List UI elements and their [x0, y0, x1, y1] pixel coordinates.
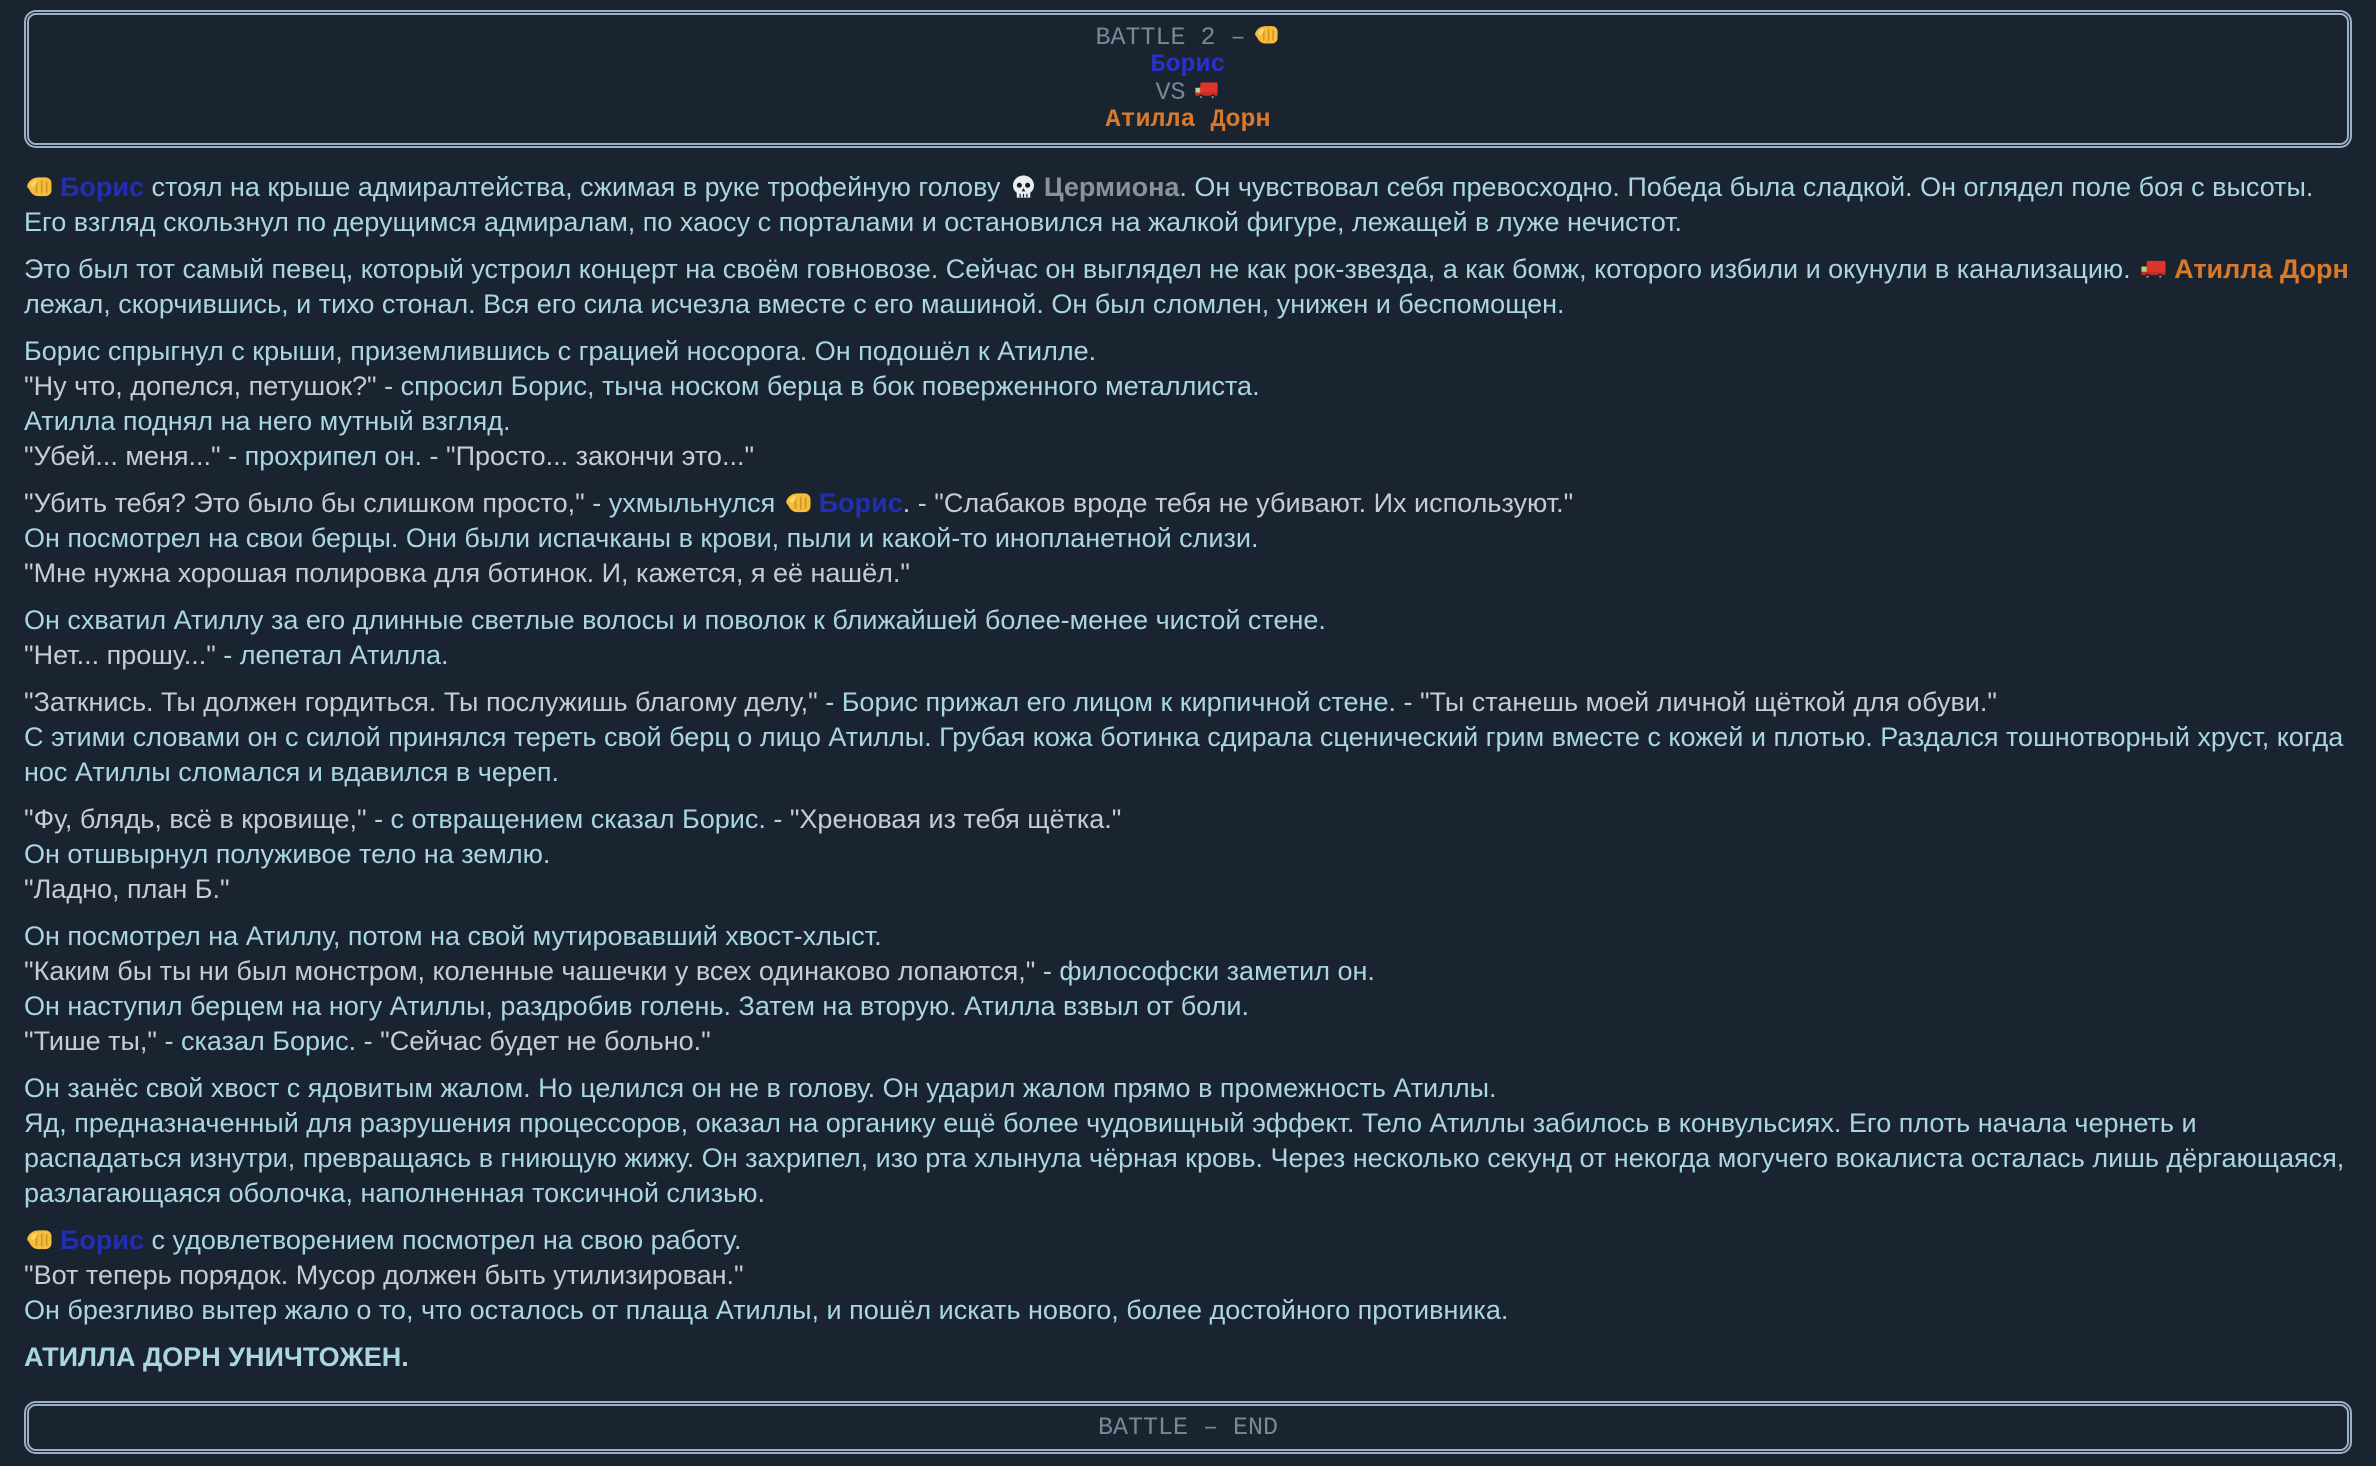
- battle-end-label: BATTLE – END: [1097, 1413, 1279, 1442]
- story-text: - ухмыльнулся: [584, 488, 783, 518]
- defeat-message: [24, 1340, 2352, 1375]
- character-name-quote: "Ладно, план Б.": [24, 874, 230, 904]
- story-line: [24, 1106, 2352, 1211]
- story-paragraph: [24, 1223, 2352, 1328]
- story-line: [24, 1071, 2352, 1106]
- story-line: [24, 603, 2352, 638]
- story-text: - с отвращением сказал Борис. -: [366, 804, 790, 834]
- story-line: [24, 334, 2352, 369]
- story-line: [24, 252, 2352, 322]
- story-text: - философски заметил он.: [1035, 956, 1375, 986]
- character-name-quote: "Мне нужна хорошая полировка для ботинок. И, кажется, я её нашёл.": [24, 558, 910, 588]
- character-name-quote: "Вот теперь порядок. Мусор должен быть утилизирован.": [24, 1260, 744, 1290]
- character-name-quote: "Ну что, допелся, петушок?": [24, 371, 377, 401]
- story-line: [24, 439, 2352, 474]
- story: [24, 170, 2352, 1375]
- story-line: [24, 989, 2352, 1024]
- character-name-quote: "Убить тебя? Это было бы слишком просто,": [24, 488, 585, 518]
- story-text: Яд, предназначенный для разрушения процессоров, оказал на органику ещё более чудовищный эффект. Тело Атиллы забилось в конвульсиях. Его плоть начала чернеть и распадаться изнутри, превращаясь в гниющую жижу. Он захрипел, изо рта хлынула чёрная кровь. Через несколько секунд от некогда могучего вокалиста осталась лишь дёргающаяся, разлагающаяся оболочка, наполненная токсичной слизью.: [24, 1108, 2345, 1208]
- story-text: Он занёс свой хвост с ядовитым жалом. Но целился он не в голову. Он ударил жалом прямо в промежность Атиллы.: [24, 1073, 1497, 1103]
- story-text: Это был тот самый певец, который устроил концерт на своём говновозе. Сейчас он выглядел не как рок-звезда, а как бомж, которого избили и окунули в канализацию.: [24, 254, 2139, 284]
- story-paragraph: [24, 334, 2352, 474]
- story-paragraph: [24, 685, 2352, 790]
- character-name-quote: "Слабаков вроде тебя не убивают. Их используют.": [934, 488, 1574, 518]
- battle-footer-box: [24, 1401, 2352, 1454]
- character-name-quote: "Заткнись. Ты должен гордиться. Ты послужишь благому делу,": [24, 687, 818, 717]
- story-line: [24, 802, 2352, 837]
- story-line: [24, 170, 2352, 240]
- story-line: [24, 1258, 2352, 1293]
- character-name-quote: "Тише ты,": [24, 1026, 158, 1056]
- story-text: Он посмотрел на свои берцы. Они были испачканы в крови, пыли и какой-то инопланетной слизи.: [24, 523, 1259, 553]
- character-name-cermiona: Цермиона: [1043, 172, 1180, 202]
- story-text: с удовлетворением посмотрел на свою работу.: [144, 1225, 742, 1255]
- character-name-quote: "Убей... меня...": [24, 441, 221, 471]
- story-paragraph: [24, 486, 2352, 591]
- story-line: [24, 1340, 2352, 1375]
- story-text: лежал, скорчившись, и тихо стонал. Вся его сила исчезла вместе с его машиной. Он был сломлен, унижен и беспомощен.: [24, 289, 1565, 319]
- battle-header-box: [24, 10, 2352, 148]
- story-paragraph: [24, 1071, 2352, 1211]
- story-text: С этими словами он с силой принялся тереть свой берц о лицо Атиллы. Грубая кожа ботинка сдирала сценический грим вместе с кожей и плотью. Раздался тошнотворный хруст, когда нос Атиллы сломался и вдавился в череп.: [24, 722, 2344, 787]
- story-line: [24, 556, 2352, 591]
- fighter2-name: Атилла Дорн: [1105, 105, 1271, 134]
- story-line: [24, 1024, 2352, 1059]
- character-name-quote: "Просто... закончи это...": [445, 441, 755, 471]
- character-name-boris: Борис: [60, 1225, 145, 1255]
- character-name-quote: "Сейчас будет не больно.": [380, 1026, 711, 1056]
- character-name-attila: Атилла Дорн: [2174, 254, 2349, 284]
- character-name-quote: "Нет... прошу...": [24, 640, 216, 670]
- story-line: [24, 486, 2352, 521]
- fist-icon: [26, 1223, 53, 1258]
- story-line: [24, 1293, 2352, 1328]
- fist-icon: [785, 486, 812, 521]
- story-text: Он схватил Атиллу за его длинные светлые волосы и поволок к ближайшей более-менее чистой стене.: [24, 605, 1326, 635]
- character-name-boris: Борис: [60, 172, 145, 202]
- fighter1-name: Борис: [1150, 50, 1226, 79]
- story-text: Атилла поднял на него мутный взгляд.: [24, 406, 511, 436]
- story-line: [24, 685, 2352, 720]
- character-name-quote: "Ты станешь моей личной щёткой для обуви.": [1419, 687, 1997, 717]
- story-line: [24, 638, 2352, 673]
- character-name-quote: "Каким бы ты ни был монстром, коленные чашечки у всех одинаково лопаются,": [24, 956, 1036, 986]
- story-text: - сказал Борис. -: [157, 1026, 381, 1056]
- story-line: [24, 954, 2352, 989]
- character-name-quote: "Фу, блядь, всё в кровище,": [24, 804, 367, 834]
- battle-title: BATTLE 2 –: [1095, 23, 1246, 52]
- story-text: - прохрипел он. -: [220, 441, 446, 471]
- story-line: [24, 521, 2352, 556]
- story-paragraph: [24, 603, 2352, 673]
- character-name-quote: "Хреновая из тебя щётка.": [789, 804, 1122, 834]
- story-text: - лепетал Атилла.: [215, 640, 449, 670]
- skull-icon: [1010, 170, 1037, 205]
- story-text: стоял на крыше адмиралтейства, сжимая в руке трофейную голову: [144, 172, 1008, 202]
- story-text: Борис спрыгнул с крыши, приземлившись с грацией носорога. Он подошёл к Атилле.: [24, 336, 1097, 366]
- story-line: [24, 720, 2352, 790]
- story-text: - Борис прижал его лицом к кирпичной стене. -: [817, 687, 1420, 717]
- story-line: [24, 369, 2352, 404]
- story-paragraph: [24, 919, 2352, 1059]
- story-text: Он отшвырнул полуживое тело на землю.: [24, 839, 551, 869]
- story-text: АТИЛЛА ДОРН УНИЧТОЖЕН.: [24, 1342, 409, 1372]
- story-line: [24, 872, 2352, 907]
- vs-line: [29, 78, 2347, 106]
- fist-icon: [1254, 23, 1279, 51]
- fist-icon: [26, 170, 53, 205]
- battle-title-line: [29, 23, 2347, 51]
- story-line: [24, 404, 2352, 439]
- story-paragraph: [24, 252, 2352, 322]
- truck-icon: [1194, 78, 1219, 106]
- truck-icon: [2140, 252, 2167, 287]
- story-text: . Он чувствовал себя превосходно. Победа была сладкой. Он оглядел поле боя с высоты. Его взгляд скользнул по дерущимся адмиралам, по хаосу с порталами и остановился на жалкой фигуре, лежащей в луже нечистот.: [24, 172, 2314, 237]
- story-paragraph: [24, 170, 2352, 240]
- story-line: [24, 837, 2352, 872]
- vs-label: VS: [1155, 78, 1186, 107]
- character-name-boris: Борис: [818, 488, 903, 518]
- story-text: Он наступил берцем на ногу Атиллы, раздробив голень. Затем на вторую. Атилла взвыл от боли.: [24, 991, 1249, 1021]
- story-text: Он посмотрел на Атиллу, потом на свой мутировавший хвост-хлыст.: [24, 921, 882, 951]
- story-text: . -: [902, 488, 935, 518]
- story-paragraph: [24, 802, 2352, 907]
- story-text: - спросил Борис, тыча носком берца в бок поверженного металлиста.: [376, 371, 1260, 401]
- story-line: [24, 1223, 2352, 1258]
- story-line: [24, 919, 2352, 954]
- story-text: Он брезгливо вытер жало о то, что осталось от плаща Атиллы, и пошёл искать нового, более достойного противника.: [24, 1295, 1509, 1325]
